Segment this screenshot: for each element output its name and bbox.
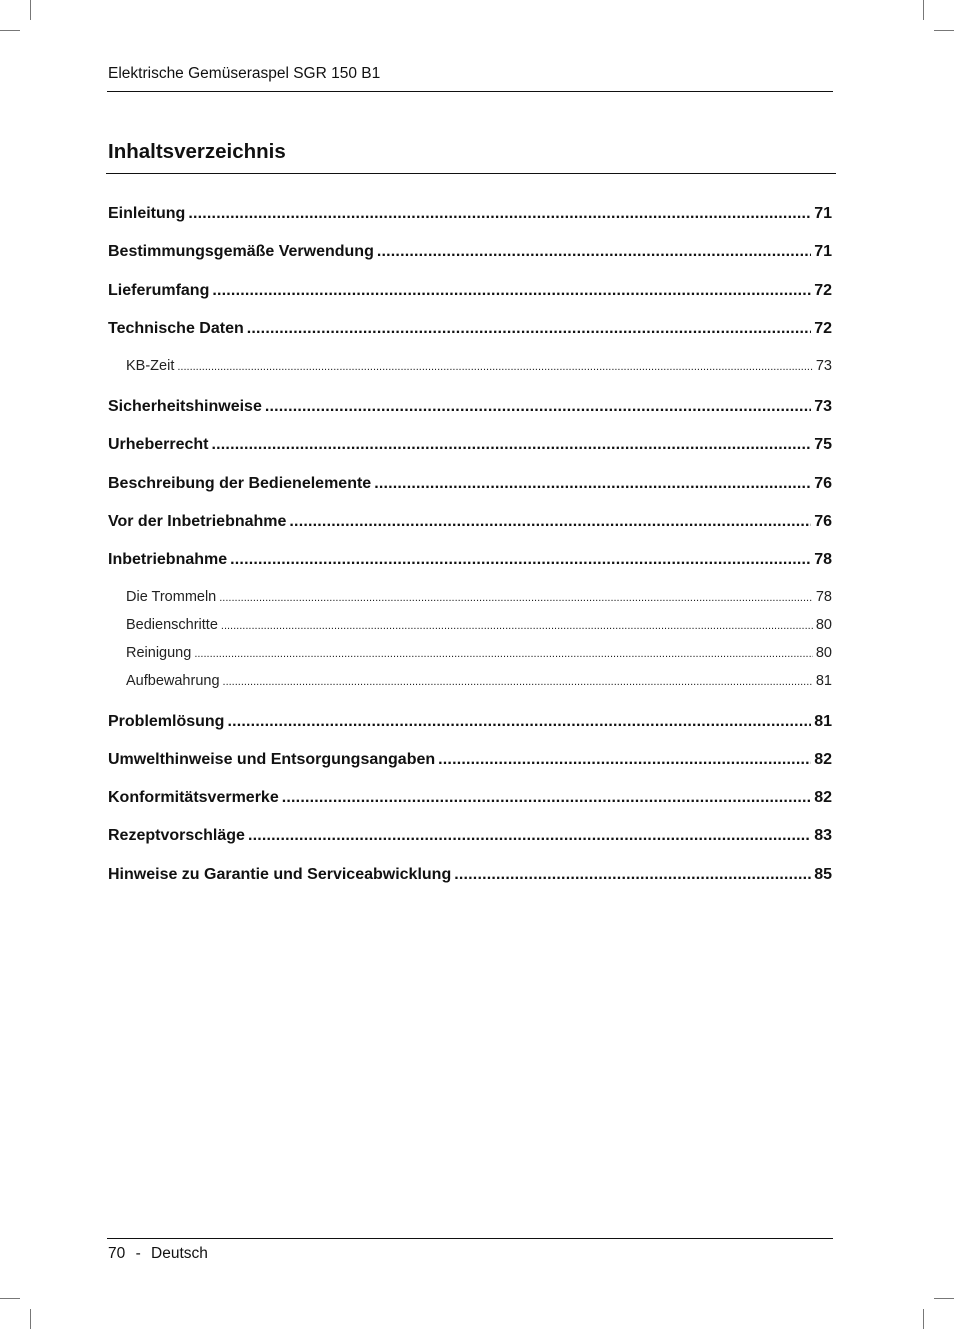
toc-subentry[interactable] <box>108 615 832 635</box>
toc-entry-page: 83 <box>814 827 832 845</box>
toc-entry-label: Urheberrecht <box>108 436 209 454</box>
toc-entry-page: 81 <box>814 712 832 730</box>
toc-entry[interactable] <box>108 549 832 571</box>
crop-mark <box>30 1309 31 1329</box>
toc-subentry[interactable] <box>108 671 832 691</box>
toc-entry-label: KB-Zeit <box>126 357 175 374</box>
toc-entry-page: 78 <box>815 589 832 606</box>
toc-entry-page: 80 <box>815 616 832 633</box>
toc-entry[interactable] <box>108 203 832 225</box>
toc-leader-dots <box>265 396 811 418</box>
page-number: 70 <box>108 1245 126 1262</box>
toc-leader-dots <box>282 787 811 809</box>
toc-leader-dots <box>454 864 811 886</box>
toc-entry-label: Lieferumfang <box>108 281 210 299</box>
toc-entry-page: 71 <box>814 205 832 222</box>
toc-entry-page: 81 <box>815 672 832 689</box>
toc-leader-dots <box>230 549 811 571</box>
toc-entry[interactable] <box>108 864 832 886</box>
toc-entry[interactable] <box>108 473 832 495</box>
toc-entry-page: 75 <box>814 436 832 454</box>
crop-mark <box>0 1298 20 1299</box>
toc-entry-page: 71 <box>814 243 832 261</box>
toc-entry-label: Reinigung <box>126 644 192 661</box>
toc-entry-label: Beschreibung der Bedienelemente <box>108 474 372 492</box>
toc-entry-page: 73 <box>814 397 832 415</box>
crop-mark <box>923 1309 924 1329</box>
toc-entry[interactable] <box>108 318 832 340</box>
running-header: Elektrische Gemüseraspel SGR 150 B1 <box>108 65 381 82</box>
toc-entry[interactable] <box>108 787 832 809</box>
toc-entry-label: Technische Daten <box>108 319 244 337</box>
toc-subentry[interactable] <box>108 356 832 376</box>
toc-entry-label: Vor der Inbetriebnahme <box>108 512 287 530</box>
title-rule <box>106 173 836 174</box>
toc-entry[interactable] <box>108 711 832 733</box>
toc-entry-page: 72 <box>814 319 832 337</box>
toc-leader-dots <box>248 825 811 847</box>
toc-leader-dots <box>188 203 811 225</box>
crop-mark <box>934 1298 954 1299</box>
toc-subentry[interactable] <box>108 643 832 663</box>
toc-entry[interactable] <box>108 396 832 418</box>
toc-entry-page: 78 <box>814 551 832 569</box>
toc-leader-dots <box>374 473 811 495</box>
toc-entry-label: Umwelthinweise und Entsorgungsangaben <box>108 750 436 768</box>
crop-mark <box>934 30 954 31</box>
header-rule <box>107 91 833 92</box>
toc-entry-label: Hinweise zu Garantie und Serviceabwicklung <box>108 865 452 883</box>
toc-leader-dots <box>177 356 813 377</box>
toc-entry[interactable] <box>108 280 832 302</box>
toc-entry[interactable] <box>108 241 832 263</box>
toc-entry-label: Konformitätsvermerke <box>108 789 279 807</box>
toc-entry[interactable] <box>108 825 832 847</box>
footer-language: Deutsch <box>151 1245 208 1262</box>
crop-mark <box>0 30 20 31</box>
page-title: Inhaltsverzeichnis <box>108 140 286 163</box>
toc-entry-page: 82 <box>814 789 832 807</box>
toc-leader-dots <box>227 711 811 733</box>
toc-leader-dots <box>211 434 811 456</box>
toc-entry-page: 80 <box>815 644 832 661</box>
toc-entry[interactable] <box>108 749 832 771</box>
toc-entry-label: Einleitung <box>108 205 186 222</box>
toc-entry[interactable] <box>108 434 832 456</box>
toc-leader-dots <box>223 671 813 692</box>
toc-leader-dots <box>194 643 813 664</box>
toc-leader-dots <box>219 587 813 608</box>
crop-mark <box>30 0 31 20</box>
toc-leader-dots <box>247 318 811 340</box>
toc-entry-label: Rezeptvorschläge <box>108 827 245 845</box>
toc-leader-dots <box>438 749 811 771</box>
toc-entry-label: Inbetriebnahme <box>108 551 228 569</box>
toc-entry-label: Bedienschritte <box>126 616 218 633</box>
toc-leader-dots <box>377 241 811 263</box>
toc-leader-dots <box>289 511 811 533</box>
toc-entry-page: 76 <box>814 474 832 492</box>
toc-entry-page: 82 <box>814 750 832 768</box>
toc-entry-label: Problemlösung <box>108 712 225 730</box>
footer-separator: - <box>135 1245 141 1262</box>
toc-entry-page: 73 <box>815 357 832 374</box>
toc-entry-label: Aufbewahrung <box>126 672 220 689</box>
toc-entry-label: Sicherheitshinweise <box>108 397 262 415</box>
toc-entry-page: 72 <box>814 281 832 299</box>
toc-leader-dots <box>212 280 811 302</box>
page-footer <box>108 1244 208 1264</box>
crop-mark <box>923 0 924 20</box>
toc-leader-dots <box>221 615 813 636</box>
toc-entry-label: Die Trommeln <box>126 589 217 606</box>
toc-entry-page: 76 <box>814 512 832 530</box>
footer-rule <box>107 1238 833 1239</box>
toc-subentry[interactable] <box>108 587 832 607</box>
toc-entry-label: Bestimmungsgemäße Verwendung <box>108 243 374 261</box>
toc-entry-page: 85 <box>814 865 832 883</box>
toc-entry[interactable] <box>108 511 832 533</box>
